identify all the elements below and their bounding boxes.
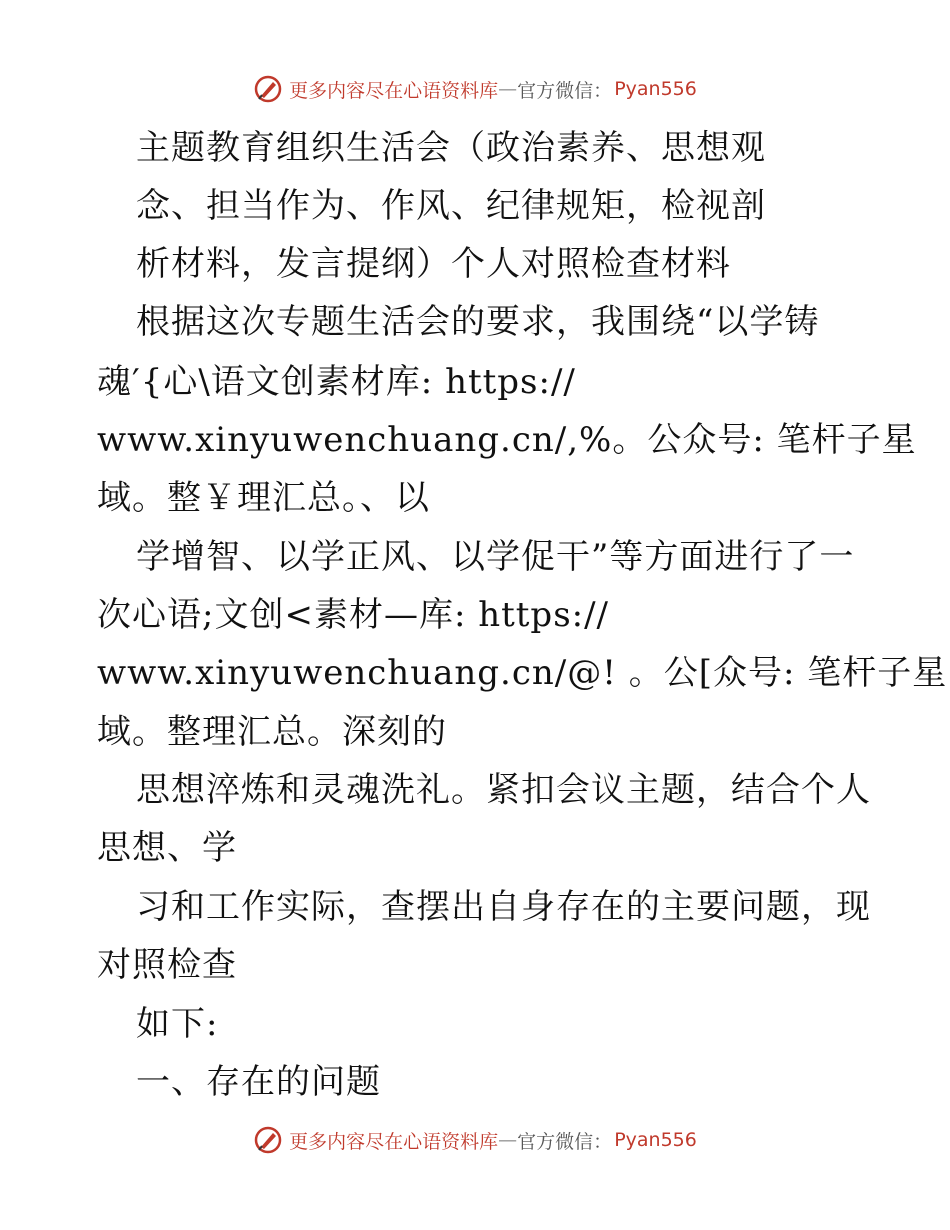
paragraph-line: 思想淬炼和灵魂洗礼。紧扣会议主题，结合个人 (136, 770, 871, 810)
watermark-official-label: 官方微信： (517, 79, 613, 102)
watermark-footer (0, 1125, 950, 1155)
paragraph-line: 如下: (136, 1004, 219, 1044)
paragraph-line: 根据这次专题生活会的要求，我围绕“以学铸 (136, 302, 820, 342)
paragraph-line: 域。整理汇总。深刻的 (97, 712, 447, 752)
watermark-header (0, 74, 950, 104)
watermark-official-label: 官方微信： (517, 1130, 613, 1153)
paragraph-line: 次心语;文创<素材—库: https:// (97, 595, 610, 635)
paragraph-line: www.xinyuwenchuang.cn/,%。公众号: 笔杆子星 (97, 420, 917, 460)
paragraph-line: 对照检查 (97, 945, 237, 985)
paragraph-line: 思想、学 (97, 828, 237, 868)
watermark-wechat-id: Pyan556 (614, 1129, 697, 1151)
watermark-text: 更多内容尽在心语资料库 (289, 79, 499, 102)
watermark-dash: — (498, 1129, 518, 1151)
paragraph-line: 域。整￥理汇总。、以 (97, 478, 430, 518)
quill-pen-icon (253, 1125, 283, 1155)
paragraph-line: 魂′{心\语文创素材库: https:// (97, 362, 576, 402)
paragraph-line: 学增智、以学正风、以学促干”等方面进行了一 (136, 537, 855, 577)
paragraph-line: www.xinyuwenchuang.cn/@! 。公[众号: 笔杆子星 (97, 653, 948, 693)
title-line-3: 析材料，发言提纲）个人对照检查材料 (136, 244, 731, 284)
watermark-dash: — (498, 78, 518, 100)
watermark-wechat-id: Pyan556 (614, 78, 697, 100)
quill-pen-icon (253, 74, 283, 104)
watermark-text: 更多内容尽在心语资料库 (289, 1130, 499, 1153)
paragraph-line: 习和工作实际，查摆出自身存在的主要问题，现 (136, 887, 871, 927)
section-heading: 一、存在的问题 (136, 1062, 381, 1102)
title-line-2: 念、担当作为、作风、纪律规矩，检视剖 (136, 186, 766, 226)
title-line-1: 主题教育组织生活会（政治素养、思想观 (136, 128, 766, 168)
